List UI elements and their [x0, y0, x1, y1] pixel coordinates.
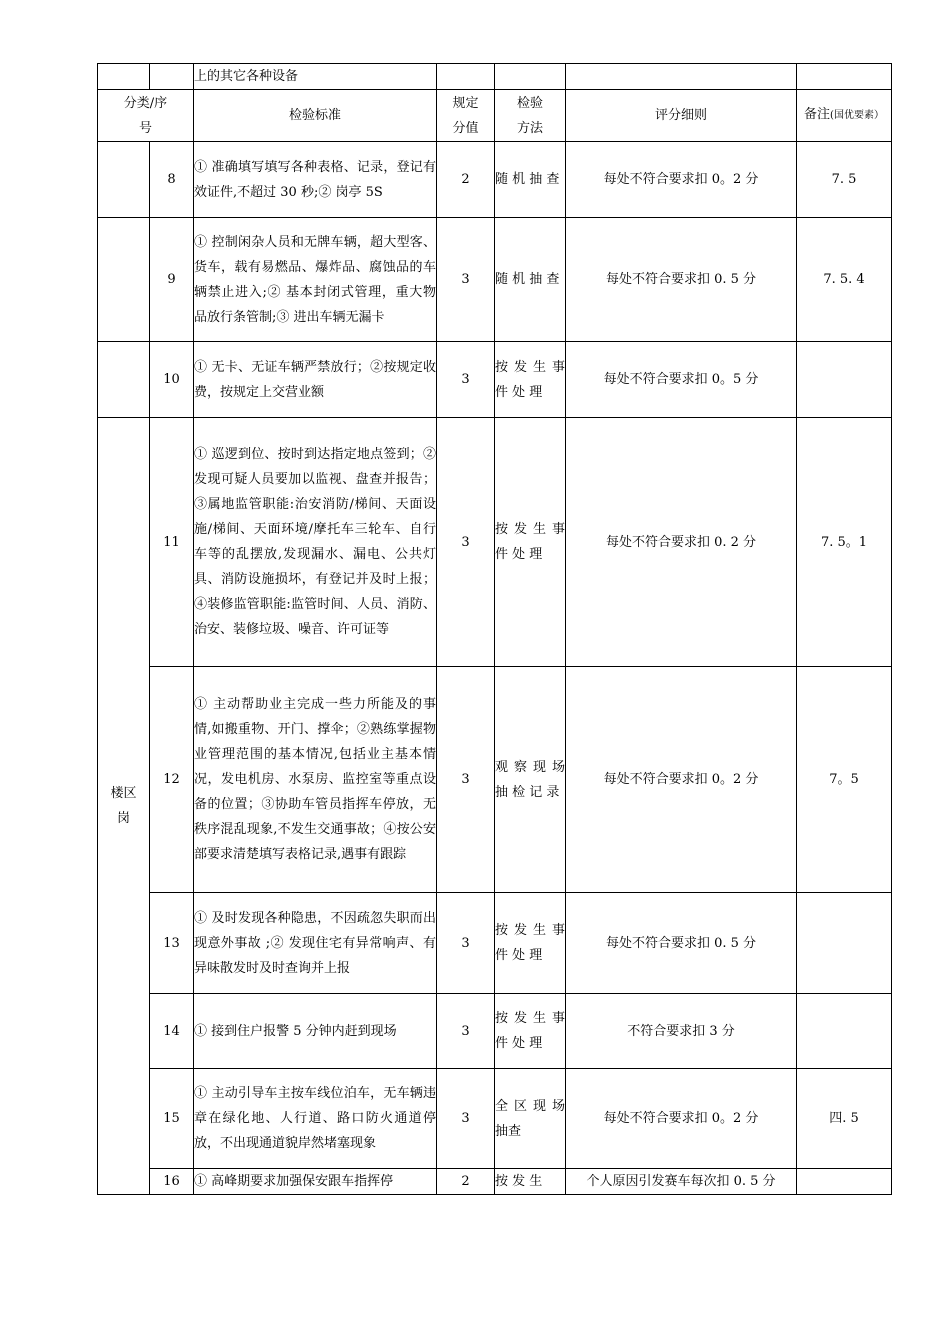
row-method: 按 发 生 事 件 处 理 — [495, 994, 566, 1069]
continuation-text: 上的其它各种设备 — [194, 64, 437, 90]
category-cell-blank — [98, 218, 150, 342]
row-detail: 每处不符合要求扣 0. 2 分 — [566, 418, 797, 667]
row-note: 7. 5. 4 — [797, 218, 892, 342]
row-note: 四. 5 — [797, 1069, 892, 1169]
category-label: 楼区岗 — [110, 786, 137, 826]
row-seq: 12 — [150, 667, 194, 893]
row-note: 7。5 — [797, 667, 892, 893]
row-detail: 每处不符合要求扣 0。2 分 — [566, 1069, 797, 1169]
row-seq: 13 — [150, 893, 194, 994]
row-score: 3 — [437, 342, 495, 418]
row-method: 全 区 现 场抽查 — [495, 1069, 566, 1169]
row-seq: 14 — [150, 994, 194, 1069]
row-standard: ① 控制闲杂人员和无牌车辆，超大型客、货车，载有易燃品、爆炸品、腐蚀品的车辆禁止进入;② 基本封闭式管理，重大物品放行条管制;③ 进出车辆无漏卡 — [194, 218, 437, 342]
table-row — [98, 1169, 892, 1195]
row-standard: ① 无卡、无证车辆严禁放行；②按规定收费，按规定上交营业额 — [194, 342, 437, 418]
header-note — [797, 90, 892, 142]
row-seq: 16 — [150, 1169, 194, 1195]
cell-empty — [98, 64, 150, 90]
cell-empty — [437, 64, 495, 90]
row-detail: 个人原因引发赛车每次扣 0. 5 分 — [566, 1169, 797, 1195]
row-standard: ① 主动帮助业主完成一些力所能及的事情,如搬重物、开门、撑伞；②熟练掌握物业管理范围的基本情况,包括业主基本情况，发电机房、水泵房、监控室等重点设备的位置；③协助车管员指挥车停放，无秩序混乱现象,不发生交通事故；④按公安部要求清楚填写表格记录,遇事有跟踪 — [194, 667, 437, 893]
cell-empty — [566, 64, 797, 90]
row-seq: 11 — [150, 418, 194, 667]
row-note — [797, 994, 892, 1069]
table-row — [98, 218, 892, 342]
header-score-text: 规定分值 — [452, 95, 479, 136]
category-cell-blank — [98, 342, 150, 418]
row-score: 3 — [437, 418, 495, 667]
row-method: 按 发 生 事 件 处 理 — [495, 342, 566, 418]
row-seq: 9 — [150, 218, 194, 342]
row-note: 7. 5。1 — [797, 418, 892, 667]
table-row — [98, 342, 892, 418]
row-detail: 每处不符合要求扣 0. 5 分 — [566, 893, 797, 994]
row-detail: 每处不符合要求扣 0。2 分 — [566, 142, 797, 218]
cell-empty — [150, 64, 194, 90]
row-standard: ① 主动引导车主按车线位泊车，无车辆违章在绿化地、人行道、路口防火通道停放，不出现通道貌岸然堵塞现象 — [194, 1069, 437, 1169]
cell-empty — [797, 64, 892, 90]
table-row — [98, 418, 892, 667]
row-detail: 每处不符合要求扣 0。2 分 — [566, 667, 797, 893]
header-row — [98, 90, 892, 142]
header-detail: 评分细则 — [566, 90, 797, 142]
row-score: 2 — [437, 1169, 495, 1195]
header-standard: 检验标准 — [194, 90, 437, 142]
row-method: 随 机 抽 查 — [495, 218, 566, 342]
header-method — [495, 90, 566, 142]
table-row — [98, 142, 892, 218]
row-note — [797, 1169, 892, 1195]
row-method: 按 发 生 事 件 处 理 — [495, 418, 566, 667]
table-row — [98, 1069, 892, 1169]
inspection-standards-table — [97, 63, 892, 1195]
row-method: 随 机 抽 查 — [495, 142, 566, 218]
row-seq: 15 — [150, 1069, 194, 1169]
row-seq: 8 — [150, 142, 194, 218]
row-standard: ① 及时发现各种隐患，不因疏忽失职而出现意外事故 ;② 发现住宅有异常响声、有异味散发时及时查询并上报 — [194, 893, 437, 994]
header-note-main: 备注 — [804, 107, 831, 122]
continuation-row — [98, 64, 892, 90]
row-method: 观 察 现 场 抽 检 记 录 — [495, 667, 566, 893]
category-cell — [98, 418, 150, 1195]
header-note-sub: (国优要素） — [830, 110, 884, 121]
cell-empty — [495, 64, 566, 90]
row-score: 3 — [437, 667, 495, 893]
row-detail: 不符合要求扣 3 分 — [566, 994, 797, 1069]
table-row — [98, 667, 892, 893]
row-score: 3 — [437, 893, 495, 994]
table-row — [98, 893, 892, 994]
row-note — [797, 893, 892, 994]
row-standard: ① 接到住户报警 5 分钟内赶到现场 — [194, 994, 437, 1069]
header-category — [98, 90, 194, 142]
row-method: 按 发 生 事 件 处 理 — [495, 893, 566, 994]
category-cell-blank — [98, 142, 150, 218]
header-score — [437, 90, 495, 142]
table-row — [98, 994, 892, 1069]
row-note: 7. 5 — [797, 142, 892, 218]
row-score: 2 — [437, 142, 495, 218]
row-score: 3 — [437, 994, 495, 1069]
header-category-text: 分类/序号 — [123, 95, 168, 136]
row-detail: 每处不符合要求扣 0. 5 分 — [566, 218, 797, 342]
row-detail: 每处不符合要求扣 0。5 分 — [566, 342, 797, 418]
row-score: 3 — [437, 1069, 495, 1169]
row-standard: ① 巡逻到位、按时到达指定地点签到；②发现可疑人员要加以监视、盘查并报告；③属地监管职能:治安消防/梯间、天面设施/梯间、天面环境/摩托车三轮车、自行车等的乱摆放,发现漏水、漏电、公共灯具、消防设施损坏，有登记并及时上报；④装修监管职能:监管时间、人员、消防、治安、装修垃圾、噪音、许可证等 — [194, 418, 437, 667]
row-score: 3 — [437, 218, 495, 342]
row-method: 按 发 生 — [495, 1169, 566, 1195]
row-standard: ① 高峰期要求加强保安跟车指挥停 — [194, 1169, 437, 1195]
row-seq: 10 — [150, 342, 194, 418]
header-method-text: 检验方法 — [516, 95, 543, 136]
row-standard: ① 准确填写填写各种表格、记录，登记有效证件,不超过 30 秒;② 岗亭 5S — [194, 142, 437, 218]
row-note — [797, 342, 892, 418]
